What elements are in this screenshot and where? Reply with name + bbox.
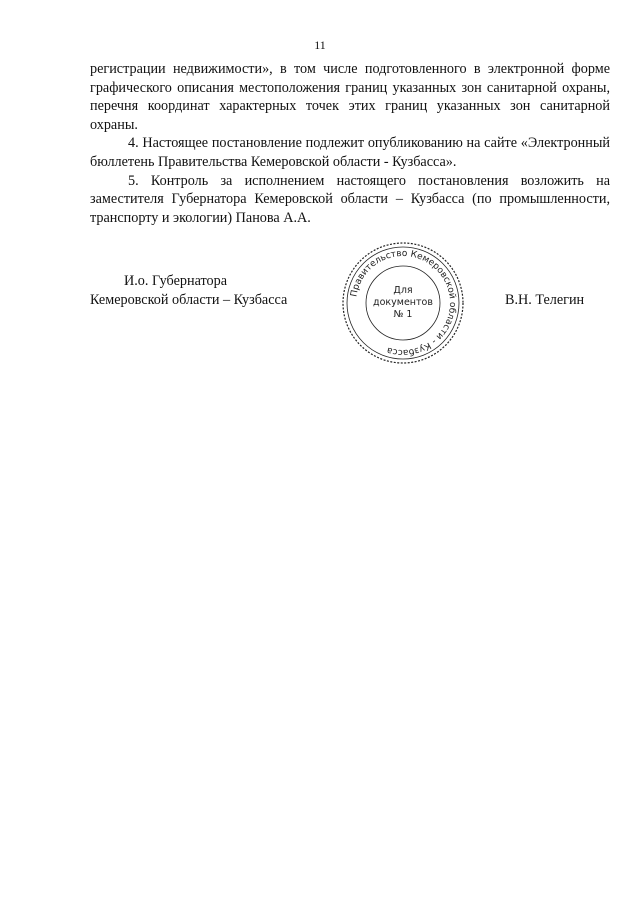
seal-center-line-3: № 1 — [393, 309, 413, 320]
signatory-name: В.Н. Телегин — [505, 292, 585, 308]
seal-center-line-1: Для — [393, 285, 413, 296]
paragraph-5: 5. Контроль за исполнением настоящего постановления возложить на заместителя Губернатора Кемеровской области – Кузбасса (по промышленности, транспорту и экологии) Панова А.А. — [90, 172, 610, 226]
seal-center-line-2: документов — [373, 297, 433, 308]
position-line-2: Кемеровской области – Кузбасса — [90, 292, 288, 308]
seal-ring-text: Правительство Кемеровской области - Кузбасса — [349, 248, 458, 358]
page-number: 11 — [314, 38, 326, 52]
paragraph-4: 4. Настоящее постановление подлежит опубликованию на сайте «Электронный бюллетень Правительства Кемеровской области - Кузбасса». — [90, 135, 610, 170]
signatory-position — [90, 272, 320, 310]
document-body — [90, 60, 610, 227]
paragraph-continuation: регистрации недвижимости», в том числе подготовленного в электронной форме графического описания местоположения границ указанных зон санитарной охраны, перечня координат характерных точек этих границ указанных зон санитарной охраны. — [90, 61, 610, 133]
official-seal — [338, 238, 468, 368]
position-line-1: И.о. Губернатора — [124, 273, 227, 289]
